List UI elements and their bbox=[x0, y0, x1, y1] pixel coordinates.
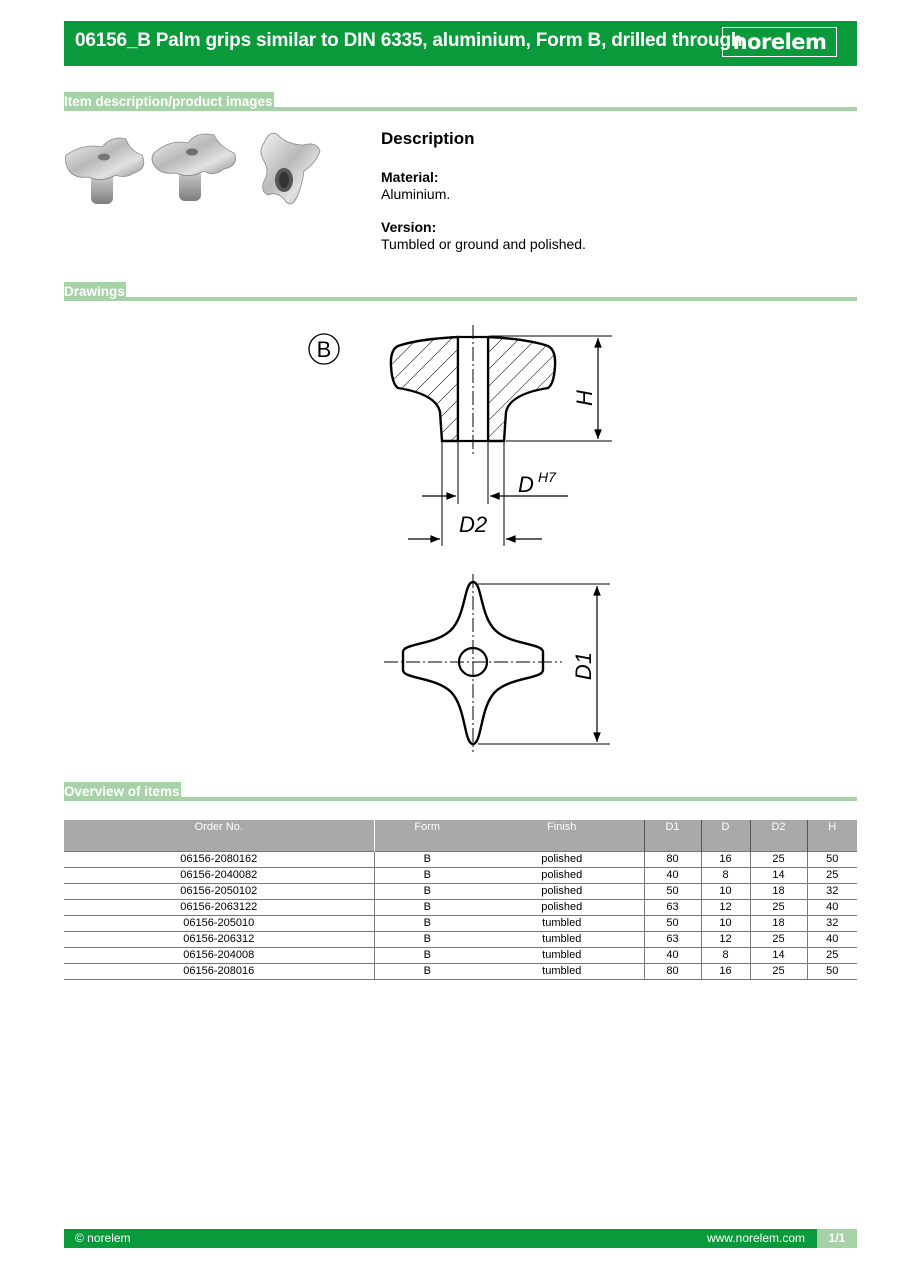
footer-copyright: © norelem bbox=[75, 1231, 131, 1245]
dim-d2-label: D2 bbox=[458, 512, 488, 537]
d: 10 bbox=[701, 915, 750, 931]
table-row bbox=[64, 915, 857, 931]
h: 50 bbox=[807, 851, 857, 867]
section-label: Drawings bbox=[64, 284, 125, 299]
section-right bbox=[488, 337, 555, 441]
d1: 50 bbox=[644, 915, 701, 931]
order-no: 06156-204008 bbox=[64, 947, 374, 963]
items-table bbox=[64, 820, 857, 980]
table-header-row bbox=[64, 820, 857, 851]
order-no: 06156-205010 bbox=[64, 915, 374, 931]
header-bar bbox=[64, 21, 857, 66]
form: B bbox=[374, 883, 480, 899]
table-row bbox=[64, 883, 857, 899]
d: 12 bbox=[701, 899, 750, 915]
table-row bbox=[64, 851, 857, 867]
d2: 25 bbox=[750, 851, 807, 867]
d2: 14 bbox=[750, 867, 807, 883]
h: 32 bbox=[807, 883, 857, 899]
order-no: 06156-2063122 bbox=[64, 899, 374, 915]
form: B bbox=[374, 915, 480, 931]
d: 12 bbox=[701, 931, 750, 947]
d1: 63 bbox=[644, 899, 701, 915]
form: B bbox=[374, 947, 480, 963]
d2: 25 bbox=[750, 931, 807, 947]
page-title: 06156_B Palm grips similar to DIN 6335, aluminium, Form B, drilled through bbox=[75, 30, 743, 51]
finish: polished bbox=[480, 899, 644, 915]
finish: polished bbox=[480, 883, 644, 899]
finish: polished bbox=[480, 851, 644, 867]
product-image-2 bbox=[152, 134, 236, 201]
footer-bar bbox=[64, 1229, 857, 1248]
section-label: Overview of items bbox=[64, 784, 180, 799]
footer-website-link[interactable]: www.norelem.com bbox=[706, 1231, 805, 1245]
h: 32 bbox=[807, 915, 857, 931]
d2: 25 bbox=[750, 899, 807, 915]
order-no: 06156-2080162 bbox=[64, 851, 374, 867]
technical-drawing bbox=[300, 320, 630, 760]
product-image-3 bbox=[261, 133, 320, 204]
order-no: 06156-2040082 bbox=[64, 867, 374, 883]
col-order-no: Order No. bbox=[64, 820, 374, 851]
d: 16 bbox=[701, 851, 750, 867]
order-no: 06156-208016 bbox=[64, 963, 374, 979]
section-overview bbox=[64, 781, 857, 801]
section-left bbox=[391, 337, 458, 441]
table-row bbox=[64, 963, 857, 979]
col-d1: D1 bbox=[644, 820, 701, 851]
form: B bbox=[374, 931, 480, 947]
col-h: H bbox=[807, 820, 857, 851]
h: 40 bbox=[807, 899, 857, 915]
finish: polished bbox=[480, 867, 644, 883]
table-row bbox=[64, 947, 857, 963]
h: 40 bbox=[807, 931, 857, 947]
dim-d-sup: H7 bbox=[538, 469, 556, 485]
table-row bbox=[64, 899, 857, 915]
norelem-logo bbox=[722, 27, 837, 57]
finish: tumbled bbox=[480, 947, 644, 963]
d1: 80 bbox=[644, 963, 701, 979]
section-item-description bbox=[64, 91, 857, 111]
version-label: Version: bbox=[381, 219, 437, 235]
product-images bbox=[64, 125, 329, 225]
col-form: Form bbox=[374, 820, 480, 851]
col-finish: Finish bbox=[480, 820, 644, 851]
form: B bbox=[374, 851, 480, 867]
d2: 18 bbox=[750, 883, 807, 899]
dim-d-label: D bbox=[518, 472, 534, 497]
col-d: D bbox=[701, 820, 750, 851]
material-label: Material: bbox=[381, 169, 439, 185]
page-number: 1/1 bbox=[817, 1229, 857, 1248]
table-row bbox=[64, 867, 857, 883]
form-letter: B bbox=[316, 337, 332, 362]
d2: 18 bbox=[750, 915, 807, 931]
material-value: Aluminium. bbox=[381, 186, 451, 202]
order-no: 06156-2050102 bbox=[64, 883, 374, 899]
description-block bbox=[381, 129, 841, 269]
product-image-1 bbox=[65, 138, 143, 204]
form: B bbox=[374, 867, 480, 883]
section-label: Item description/product images bbox=[64, 94, 273, 109]
logo-text: norelem bbox=[732, 30, 827, 54]
d1: 50 bbox=[644, 883, 701, 899]
col-d2: D2 bbox=[750, 820, 807, 851]
dim-d1-label: D1 bbox=[571, 651, 596, 681]
d: 10 bbox=[701, 883, 750, 899]
form: B bbox=[374, 899, 480, 915]
form: B bbox=[374, 963, 480, 979]
finish: tumbled bbox=[480, 931, 644, 947]
h: 25 bbox=[807, 867, 857, 883]
table-row bbox=[64, 931, 857, 947]
d: 16 bbox=[701, 963, 750, 979]
description-heading: Description bbox=[381, 129, 475, 148]
section-drawings bbox=[64, 281, 857, 301]
h: 50 bbox=[807, 963, 857, 979]
d2: 14 bbox=[750, 947, 807, 963]
d1: 40 bbox=[644, 867, 701, 883]
d1: 63 bbox=[644, 931, 701, 947]
d1: 40 bbox=[644, 947, 701, 963]
h: 25 bbox=[807, 947, 857, 963]
dim-h-label: H bbox=[572, 390, 597, 406]
finish: tumbled bbox=[480, 963, 644, 979]
d2: 25 bbox=[750, 963, 807, 979]
finish: tumbled bbox=[480, 915, 644, 931]
version-value: Tumbled or ground and polished. bbox=[381, 236, 586, 252]
d1: 80 bbox=[644, 851, 701, 867]
d: 8 bbox=[701, 867, 750, 883]
order-no: 06156-206312 bbox=[64, 931, 374, 947]
d: 8 bbox=[701, 947, 750, 963]
